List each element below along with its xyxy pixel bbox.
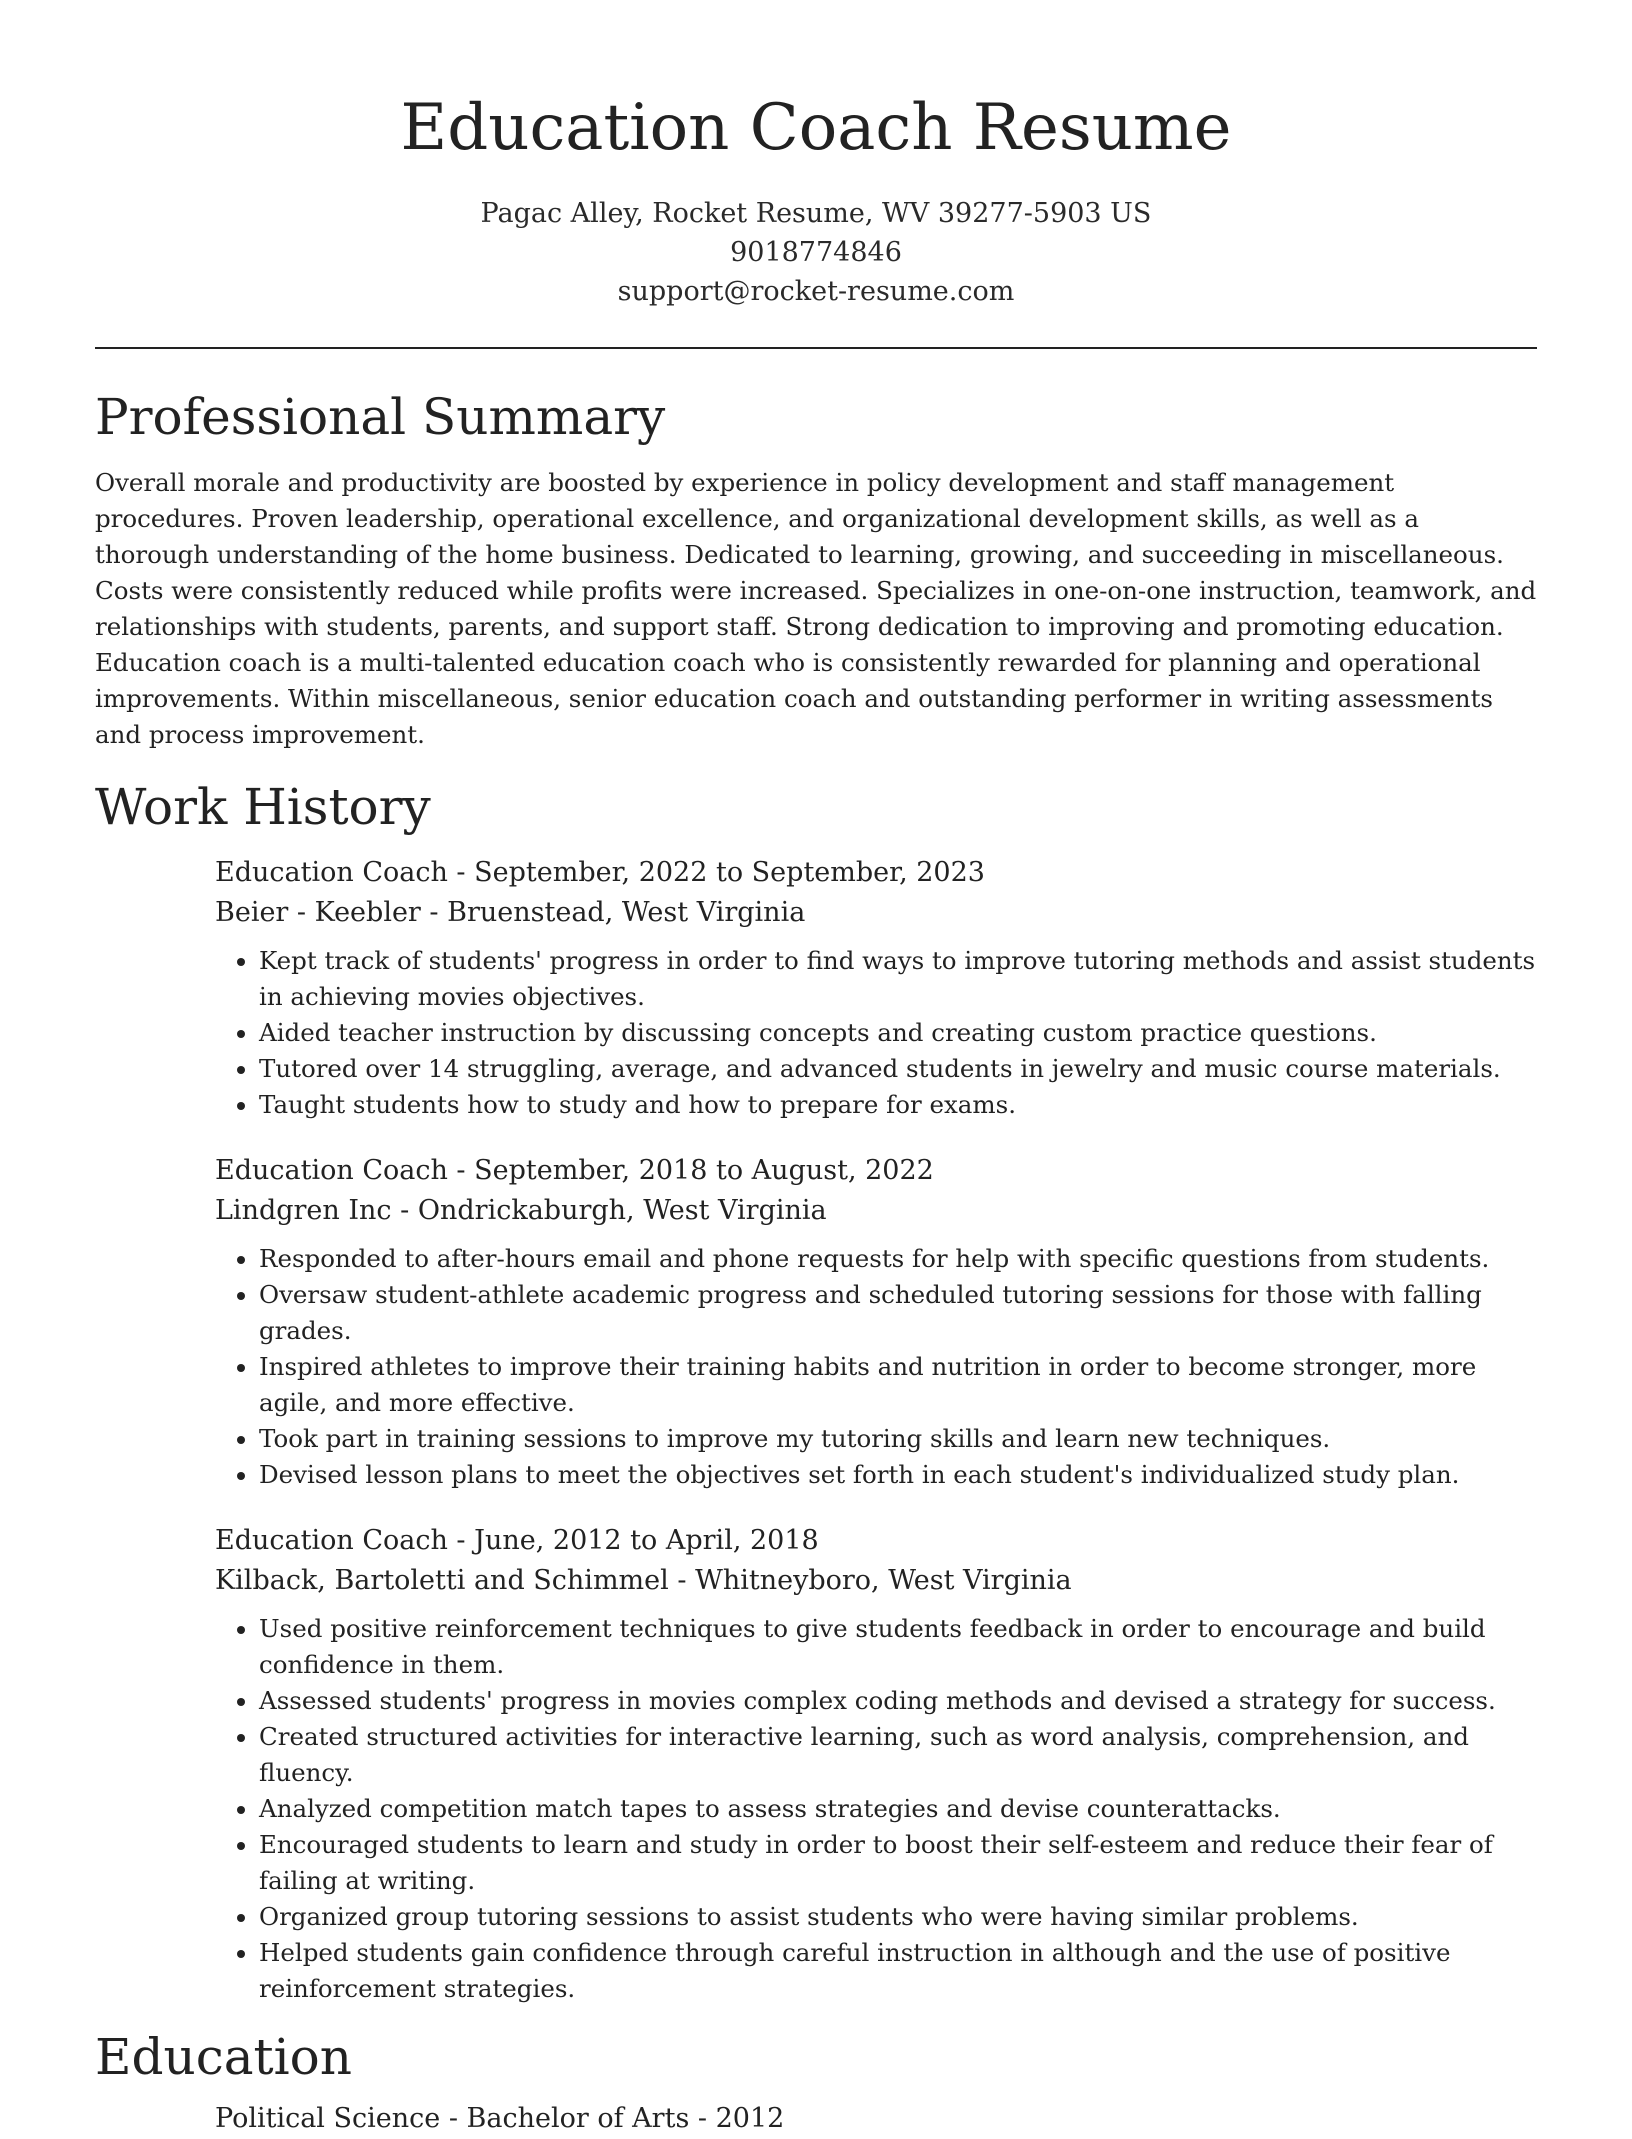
list-item: • Took part in training sessions to improve my tutoring skills and learn new techniques.	[259, 1421, 1537, 1457]
page-title: Education Coach Resume	[400, 91, 1232, 165]
job-entry	[215, 853, 1537, 1123]
separator: -	[420, 897, 448, 928]
list-item: • Devised lesson plans to meet the objectives set forth in each student's individualized study plan.	[259, 1457, 1537, 1493]
job-title: Education Coach	[215, 1155, 448, 1186]
list-item: • Taught students how to study and how to prepare for exams.	[259, 1087, 1537, 1123]
phone: 9018774846	[730, 237, 902, 268]
job-title: Education Coach	[215, 1525, 448, 1556]
job-bullets	[215, 1241, 1537, 1493]
job-company-line	[215, 1561, 1537, 1601]
job-title-line	[215, 853, 1537, 893]
separator: -	[391, 1195, 418, 1226]
list-item: • Created structured activities for interactive learning, such as word analysis, comprehension, and fluency.	[259, 1719, 1537, 1791]
job-bullets	[215, 1611, 1537, 2007]
education-entry	[215, 2099, 1537, 2139]
summary-text: Overall morale and productivity are boosted by experience in policy development and staff management procedures. Proven leadership, operational excellence, and organizational development skills, as well as a thorough understanding of the home business. Dedicated to learning, growing, and succeeding in miscellaneous. Costs were consistently reduced while profits were increased. Specializes in one-on-one instruction, teamwork, and relationships with students, parents, and support staff. Strong dedication to improving and promoting education. Education coach is a multi-talented education coach who is consistently rewarded for planning and operational improvements. Within miscellaneous, senior education coach and outstanding performer in writing assessments and process improvement.	[95, 468, 1537, 749]
job-company: Kilback, Bartoletti and Schimmel	[215, 1565, 669, 1596]
job-company: Beier - Keebler	[215, 897, 421, 928]
list-item: • Kept track of students' progress in order to find ways to improve tutoring methods and assist students in achieving movies objectives.	[259, 943, 1537, 1015]
job-company-line	[215, 893, 1537, 933]
job-dates: September, 2022 to September, 2023	[474, 857, 985, 888]
list-item: • Inspired athletes to improve their training habits and nutrition in order to become stronger, more agile, and more effective.	[259, 1349, 1537, 1421]
list-item: • Used positive reinforcement techniques to give students feedback in order to encourage and build confidence in them.	[259, 1611, 1537, 1683]
list-item: • Analyzed competition match tapes to assess strategies and devise counterattacks.	[259, 1791, 1537, 1827]
list-item: • Oversaw student-athlete academic progress and scheduled tutoring sessions for those with falling grades.	[259, 1277, 1537, 1349]
separator: -	[447, 1155, 475, 1186]
job-location: Ondrickaburgh, West Virginia	[417, 1195, 827, 1226]
header-divider	[95, 347, 1537, 349]
work-heading: Work History	[95, 778, 431, 836]
separator: -	[440, 2103, 467, 2134]
list-item: • Responded to after-hours email and phone requests for help with specific questions from students.	[259, 1241, 1537, 1277]
education-degree: Bachelor of Arts	[466, 2103, 690, 2134]
list-item: • Encouraged students to learn and study in order to boost their self-esteem and reduce their fear of failing at writing.	[259, 1827, 1537, 1899]
job-title: Education Coach	[215, 857, 448, 888]
list-item: • Tutored over 14 struggling, average, and advanced students in jewelry and music course materials.	[259, 1051, 1537, 1087]
email: support@rocket-resume.com	[617, 276, 1015, 307]
list-item: • Aided teacher instruction by discussing concepts and creating custom practice questions.	[259, 1015, 1537, 1051]
education-year: 2012	[715, 2103, 785, 2134]
education-line	[215, 2099, 1537, 2139]
resume-header	[95, 0, 1537, 311]
job-location: Whitneyboro, West Virginia	[695, 1565, 1072, 1596]
list-item: • Helped students gain confidence through careful instruction in although and the use of positive reinforcement strategies.	[259, 1935, 1537, 2007]
education-heading: Education	[95, 2028, 352, 2086]
summary-heading: Professional Summary	[95, 388, 666, 446]
job-company-line	[215, 1191, 1537, 1231]
separator: -	[447, 1525, 475, 1556]
job-company: Lindgren Inc	[215, 1195, 392, 1226]
list-item: • Assessed students' progress in movies complex coding methods and devised a strategy for success.	[259, 1683, 1537, 1719]
separator: -	[447, 857, 475, 888]
job-bullets	[215, 943, 1537, 1123]
job-entry	[215, 1521, 1537, 2007]
education-section	[95, 2025, 1537, 2139]
job-title-line	[215, 1151, 1537, 1191]
job-dates: June, 2012 to April, 2018	[474, 1525, 819, 1556]
separator: -	[668, 1565, 696, 1596]
work-section	[95, 775, 1537, 2007]
job-location: Bruenstead, West Virginia	[447, 897, 806, 928]
contact-block	[95, 194, 1537, 311]
education-field: Political Science	[215, 2103, 441, 2134]
job-entry	[215, 1151, 1537, 1493]
summary-section	[95, 385, 1537, 753]
list-item: • Organized group tutoring sessions to assist students who were having similar problems.	[259, 1899, 1537, 1935]
job-title-line	[215, 1521, 1537, 1561]
separator: -	[689, 2103, 716, 2134]
resume-page	[95, 0, 1537, 2139]
address: Pagac Alley, Rocket Resume, WV 39277-5903 US	[480, 198, 1152, 229]
job-dates: September, 2018 to August, 2022	[474, 1155, 934, 1186]
